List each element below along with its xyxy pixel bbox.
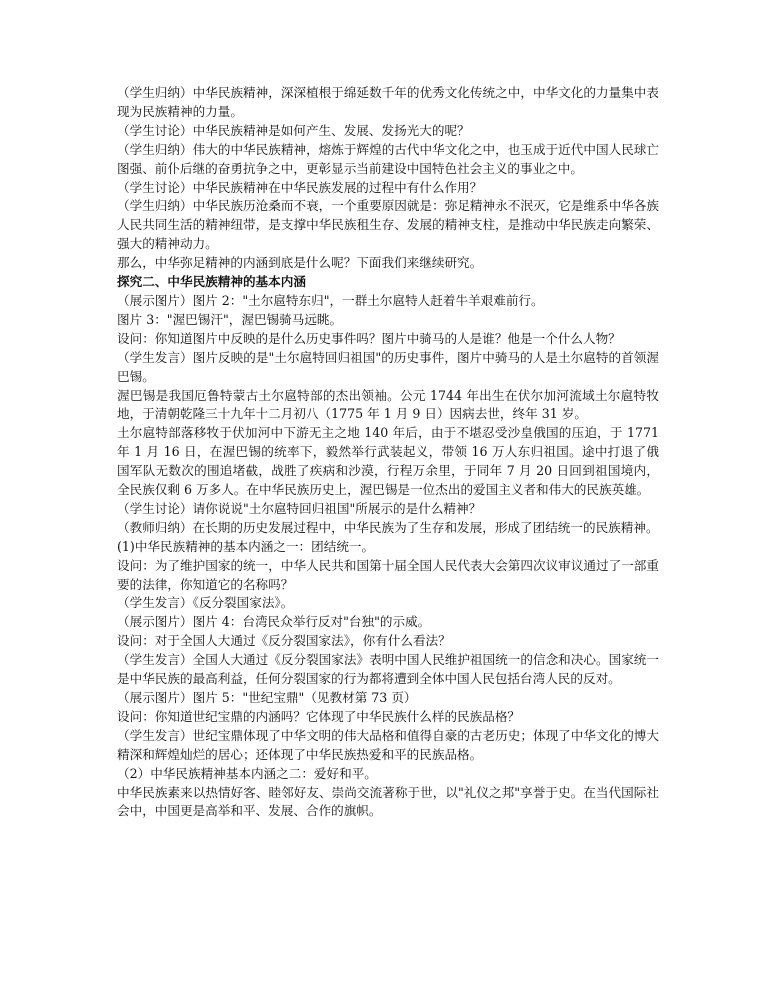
paragraph: （学生归纳）伟大的中华民族精神，熔炼于辉煌的古代中华文化之中，也玉成于近代中国人民球亡图强、前仆后继的奋勇抗争之中，更彰显示当前建设中国特色社会主义的事业之中。 [117,141,659,176]
paragraph: 设问：你知道图片中反映的是什么历史事件吗？图片中骑马的人是谁？他是一个什么人物？ [117,330,621,346]
paragraph: 设问：为了维护国家的统一，中华人民共和国第十届全国人民代表大会第四次议审议通过了一部重要的法律，你知道它的名称吗？ [117,557,659,592]
paragraph: （展示图片）图片 2："土尔扈特东归"，一群土尔扈特人赶着牛羊艰难前行。 [117,292,544,308]
paragraph: 设问：对于全国人大通过《反分裂国家法》，你有什么看法？ [117,633,451,649]
paragraph: (1)中华民族精神的基本内涵之一：团结统一。 [117,538,375,554]
paragraph: （学生发言）《反分裂国家法》。 [117,595,294,611]
paragraph: 那么，中华弥足精神的内涵到底是什么呢？下面我们来继续研究。 [117,255,483,271]
paragraph: （学生归纳）中华民族精神，深深植根于绵延数千年的优秀文化传统之中，中华文化的力量集中表现为民族精神的力量。 [117,85,659,119]
document-body [117,84,659,821]
paragraph: 设问：你知道世纪宝鼎的内涵吗？它体现了中华民族什么样的民族品格？ [117,708,520,724]
paragraph: （学生发言）图片反映的是"土尔扈特回归祖国"的历史事件，图片中骑马的人是土尔扈特的首领渥巴锡。 [117,349,659,384]
paragraph: （学生发言）世纪宝鼎体现了中华文明的伟大品格和值得自豪的古老历史；体现了中华文化的博大精深和辉煌灿烂的居心；还体现了中华民族热爱和平的民族品格。 [117,727,659,762]
paragraph: （学生讨论）中华民族精神是如何产生、发展、发扬光大的呢？ [117,122,470,138]
section-heading: 探究二、中华民族精神的基本内涵 [117,274,306,290]
paragraph: （学生归纳）中华民族历沧桑而不衰，一个重要原因就是：弥足精神永不泯灭，它是维系中华各族人民共同生活的精神纽带，是支撑中华民族租生存、发展的精神支柱，是推动中华民族走向繁荣、强大的精神动力。 [117,198,659,252]
paragraph: （学生发言）全国人大通过《反分裂国家法》表明中国人民维护祖国统一的信念和决心。国家统一是中华民族的最高利益，任何分裂国家的行为都将遭到全体中国人民包括台湾人民的反对。 [117,652,659,687]
paragraph: 渥巴锡是我国厄鲁特蒙古土尔扈特部的杰出领袖。公元 1744 年出生在伏尔加河流域土尔扈特牧地，于清朝乾隆三十九年十二月初八（1775 年 1 月 9 日）因病去世，终年 31 岁。 [117,387,659,422]
paragraph: （学生讨论）中华民族精神在中华民族发展的过程中有什么作用？ [117,179,483,195]
paragraph: （展示图片）图片 5："世纪宝鼎"（见教材第 73 页） [117,690,417,705]
paragraph: 土尔扈特部落移牧于伏加河中下游无主之地 140 年后，由于不堪忍受沙皇俄国的压迫，于 1771 年 1 月 16 日，在渥巴锡的统率下，毅然举行武装起义，带领 16 万人东归祖国。途中打退了俄国军队无数次的围追堵截，战胜了疾病和沙漠，行程万余里，于同年 7 月 20 日回到祖国境内，全民族仅剩 6 万多人。在中华民族历史上，渥巴锡是一位杰出的爱国主义者和伟大的民族英雄。 [117,425,659,498]
paragraph: （展示图片）图片 4：台湾民众举行反对"台独"的示威。 [117,614,431,630]
paragraph: （2）中华民族精神基本内涵之二：爱好和平。 [117,765,377,781]
paragraph: （学生讨论）请你说说"土尔扈特回归祖国"所展示的是什么精神？ [117,500,482,516]
paragraph: 中华民族素来以热情好客、睦邻好友、崇尚交流著称于世，以"礼仪之邦"享誉于史。在当代国际社会中，中国更是高举和平、发展、合作的旗帜。 [117,784,659,819]
paragraph: （教师归纳）在长期的历史发展过程中，中华民族为了生存和发展，形成了团结统一的民族精神。 [117,519,659,535]
paragraph: 图片 3："渥巴锡汗"，渥巴锡骑马远眺。 [117,311,343,327]
